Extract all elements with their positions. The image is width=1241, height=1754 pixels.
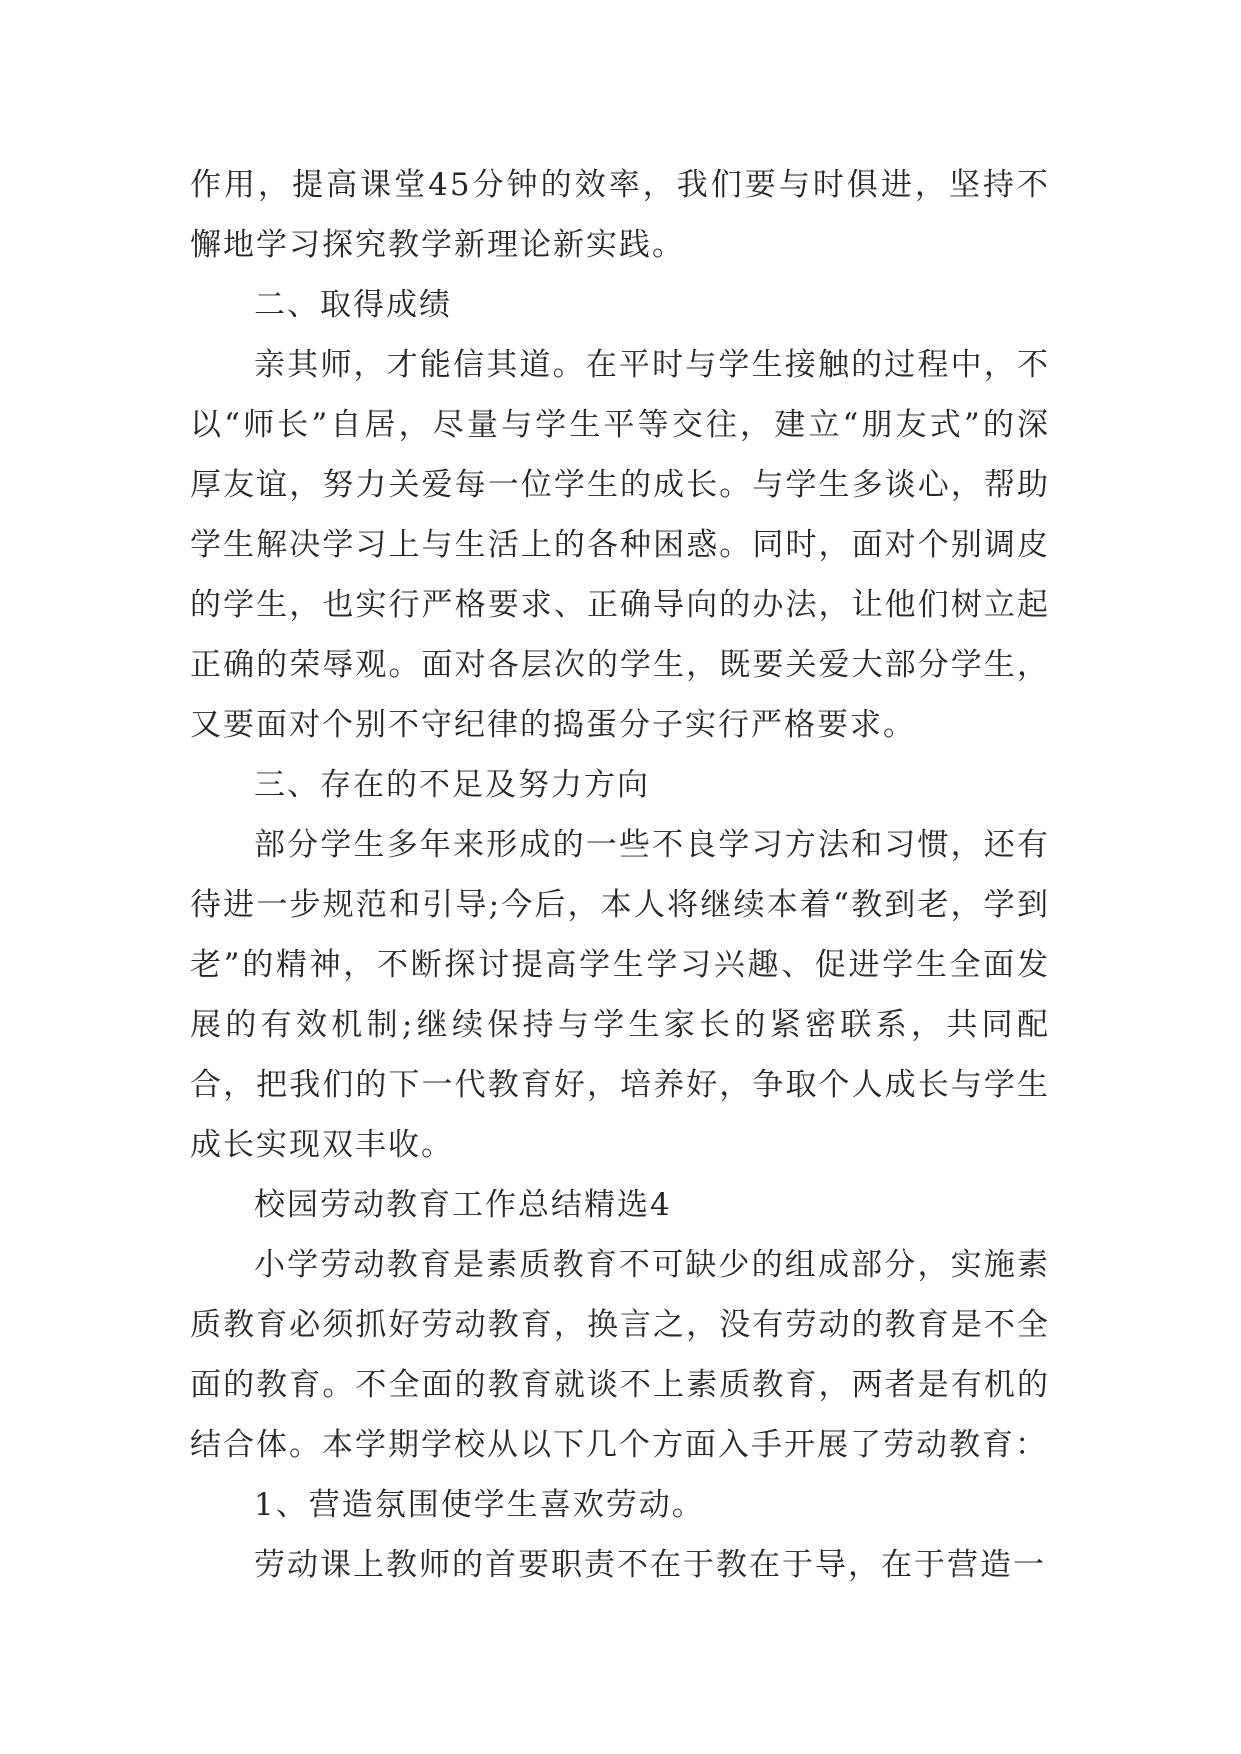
article-title: 校园劳动教育工作总结精选4: [254, 1187, 672, 1223]
subheading-1: 1、营造氛围使学生喜欢劳动。: [254, 1487, 705, 1523]
paragraph-5: 劳动课上教师的首要职责不在于教在于导，在于营造一: [254, 1547, 1046, 1583]
paragraph-4: 小学劳动教育是素质教育不可缺少的组成部分，实施素质教育必须抓好劳动教育，换言之，没有劳动的教育是不全面的教育。不全面的教育就谈不上素质教育，两者是有机的结合体。本学期学校从以下几个方面入手开展了劳动教育：: [190, 1247, 1050, 1463]
paragraph-3: 部分学生多年来形成的一些不良学习方法和习惯，还有待进一步规范和引导;今后，本人将继续本着“教到老，学到老”的精神，不断探讨提高学生学习兴趣、促进学生全面发展的有效机制;继续保持与学生家长的紧密联系，共同配合，把我们的下一代教育好，培养好，争取个人成长与学生成长实现双丰收。: [190, 827, 1050, 1163]
section-heading-achievements: 二、取得成绩: [254, 287, 452, 323]
document-body: [190, 155, 1050, 1595]
paragraph-2: 亲其师，才能信其道。在平时与学生接触的过程中，不以“师长”自居，尽量与学生平等交往，建立“朋友式”的深厚友谊，努力关爱每一位学生的成长。与学生多谈心，帮助学生解决学习上与生活上的各种困惑。同时，面对个别调皮的学生，也实行严格要求、正确导向的办法，让他们树立起正确的荣辱观。面对各层次的学生，既要关爱大部分学生，又要面对个别不守纪律的捣蛋分子实行严格要求。: [190, 347, 1050, 743]
section-heading-shortcomings: 三、存在的不足及努力方向: [254, 767, 650, 803]
paragraph-1: 作用，提高课堂45分钟的效率，我们要与时俱进，坚持不懈地学习探究教学新理论新实践。: [190, 167, 1050, 263]
